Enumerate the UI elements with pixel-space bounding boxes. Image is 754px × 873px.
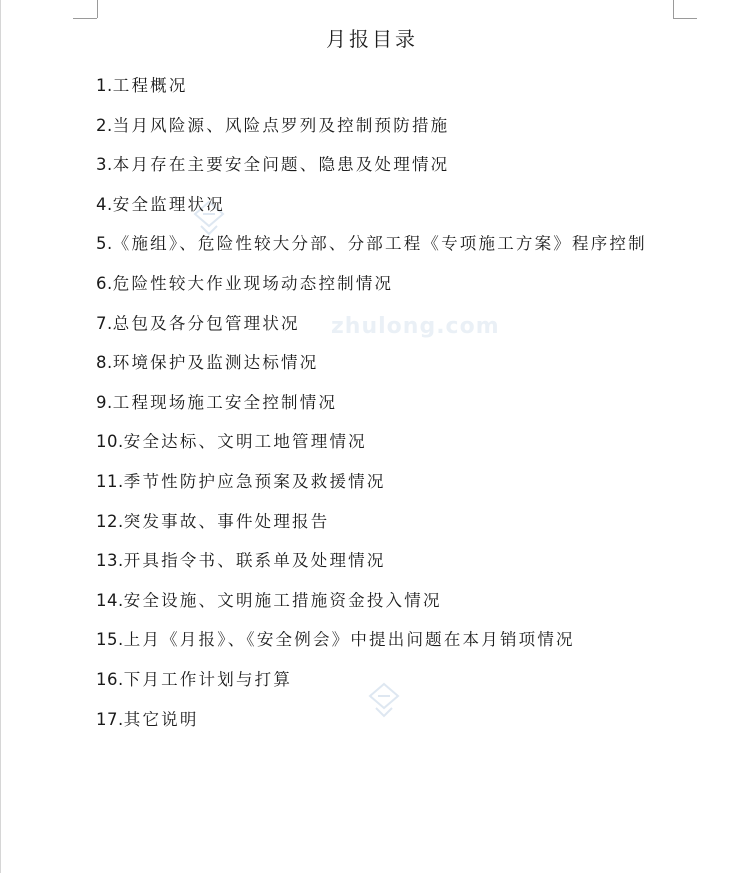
toc-item-text: 季节性防护应急预案及救援情况 bbox=[123, 471, 386, 491]
toc-item bbox=[96, 700, 686, 740]
toc-item-number: 16. bbox=[96, 669, 124, 689]
toc-item-text: 本月存在主要安全问题、隐患及处理情况 bbox=[112, 155, 450, 175]
toc-item-text: 工程现场施工安全控制情况 bbox=[112, 392, 338, 412]
toc-item-number: 6. bbox=[96, 273, 113, 293]
toc-item-text: 《施组》、危险性较大分部、分部工程《专项施工方案》程序控制 bbox=[112, 234, 647, 254]
toc-item-number: 9. bbox=[96, 392, 113, 412]
toc-item bbox=[96, 620, 686, 660]
toc-item-text: 突发事故、事件处理报告 bbox=[123, 511, 330, 531]
toc-item-text: 安全设施、文明施工措施资金投入情况 bbox=[123, 590, 442, 610]
page-title: 月报目录 bbox=[326, 27, 418, 51]
toc-item-text: 环境保护及监测达标情况 bbox=[112, 353, 319, 373]
toc-item-number: 15. bbox=[96, 630, 124, 650]
toc-item-text: 安全监理状况 bbox=[112, 194, 225, 214]
toc-item-number: 14. bbox=[96, 590, 124, 610]
toc-item bbox=[96, 502, 686, 542]
toc-item-number: 8. bbox=[96, 353, 113, 373]
toc-item bbox=[96, 660, 686, 700]
toc-item bbox=[96, 304, 686, 344]
watermark-text: zhulong.com bbox=[331, 314, 500, 339]
toc-item-text: 开具指令书、联系单及处理情况 bbox=[123, 551, 386, 571]
toc-item bbox=[96, 145, 686, 185]
toc-item-text: 危险性较大作业现场动态控制情况 bbox=[112, 273, 394, 293]
toc-item-number: 2. bbox=[96, 115, 113, 135]
toc-item-text: 其它说明 bbox=[123, 709, 199, 729]
toc-item-number: 3. bbox=[96, 155, 113, 175]
toc-item-text: 当月风险源、风险点罗列及控制预防措施 bbox=[112, 115, 450, 135]
toc-item bbox=[96, 343, 686, 383]
toc-item-number: 12. bbox=[96, 511, 124, 531]
table-of-contents bbox=[96, 66, 686, 739]
toc-item-number: 1. bbox=[96, 76, 113, 95]
toc-item-text: 上月《月报》、《安全例会》中提出问题在本月销项情况 bbox=[123, 630, 575, 650]
toc-item bbox=[96, 66, 686, 106]
toc-item bbox=[96, 541, 686, 581]
toc-item-number: 17. bbox=[96, 709, 124, 729]
toc-item-text: 总包及各分包管理状况 bbox=[112, 313, 300, 333]
toc-item bbox=[96, 106, 686, 146]
toc-item bbox=[96, 264, 686, 304]
toc-item-text: 下月工作计划与打算 bbox=[123, 669, 293, 689]
toc-item bbox=[96, 422, 686, 462]
toc-item-number: 5. bbox=[96, 234, 113, 254]
toc-item bbox=[96, 581, 686, 621]
toc-item bbox=[96, 383, 686, 423]
toc-item-text: 安全达标、文明工地管理情况 bbox=[123, 432, 367, 452]
toc-item-number: 7. bbox=[96, 313, 113, 333]
crop-mark-right bbox=[673, 0, 697, 19]
toc-item bbox=[96, 224, 686, 264]
toc-item-number: 4. bbox=[96, 194, 113, 214]
toc-item-number: 13. bbox=[96, 551, 124, 571]
toc-item-number: 10. bbox=[96, 432, 124, 452]
toc-item-text: 工程概况 bbox=[112, 76, 188, 95]
toc-item bbox=[96, 462, 686, 502]
crop-mark-left bbox=[73, 0, 97, 19]
toc-item bbox=[96, 185, 686, 225]
toc-item-number: 11. bbox=[96, 471, 124, 491]
